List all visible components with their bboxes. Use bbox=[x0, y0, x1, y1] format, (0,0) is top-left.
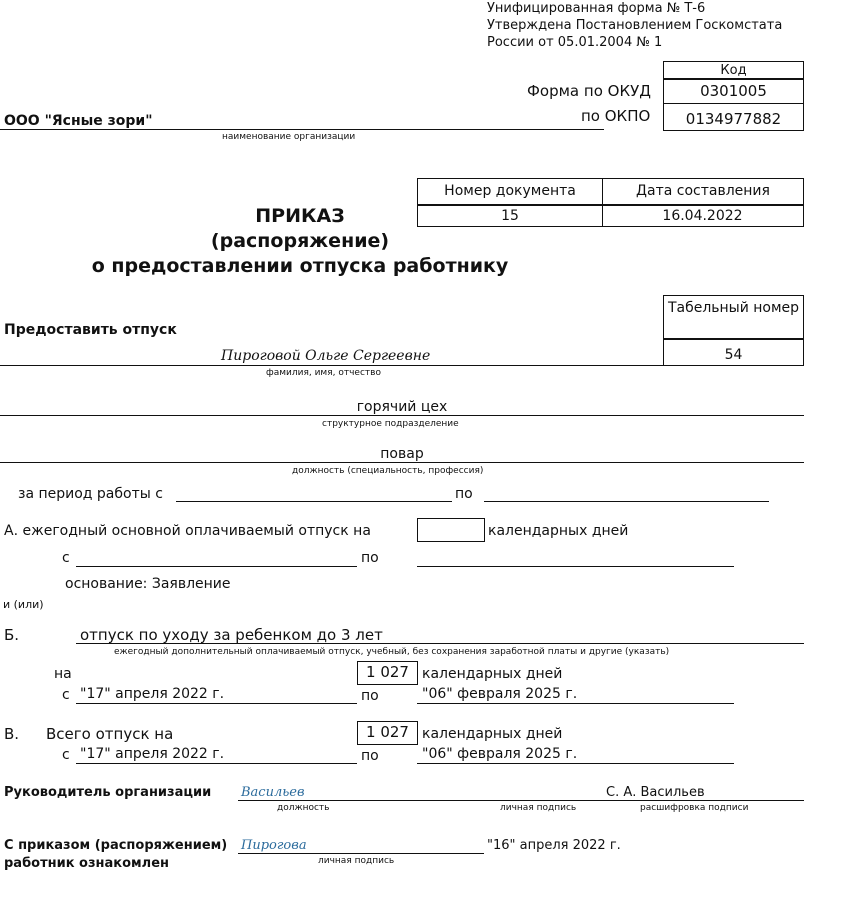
ack-label-line2: работник ознакомлен bbox=[4, 856, 170, 871]
section-b-line bbox=[76, 643, 804, 644]
section-b-on-label: на bbox=[54, 666, 72, 682]
section-v-text: Всего отпуск на bbox=[46, 725, 174, 743]
tab-number-header: Табельный номер bbox=[663, 295, 804, 339]
section-a-text: А. ежегодный основной оплачиваемый отпуск на bbox=[4, 523, 371, 539]
section-b-caption: ежегодный дополнительный оплачиваемый отпуск, учебный, без сохранения заработной платы и другие (указать) bbox=[114, 647, 670, 657]
organization-caption: наименование организации bbox=[222, 132, 356, 142]
section-b-to-line bbox=[417, 703, 734, 704]
okpo-value: 0134977882 bbox=[663, 104, 804, 131]
fio-line bbox=[0, 365, 663, 366]
section-v-to-line bbox=[417, 763, 734, 764]
section-a-to-label: по bbox=[361, 550, 379, 566]
section-b-days: 1 027 bbox=[357, 661, 418, 685]
okpo-label: по ОКПО bbox=[581, 107, 651, 125]
tab-number-value: 54 bbox=[663, 339, 804, 366]
form-header-line2: Утверждена Постановлением Госкомстата bbox=[487, 18, 783, 33]
ack-signature-caption: личная подпись bbox=[318, 856, 395, 866]
section-v-from-value: "17" апреля 2022 г. bbox=[80, 746, 225, 762]
employee-fio: Пироговой Ольге Сергеевне bbox=[221, 348, 431, 364]
period-to-line bbox=[484, 501, 769, 502]
head-line bbox=[238, 800, 804, 801]
department-line bbox=[0, 415, 804, 416]
head-label: Руководитель организации bbox=[4, 785, 212, 800]
section-b-text: отпуск по уходу за ребенком до 3 лет bbox=[80, 626, 383, 644]
section-b-from-line bbox=[76, 703, 357, 704]
section-a-from-line bbox=[76, 566, 357, 567]
head-position-caption: должность bbox=[277, 803, 330, 813]
section-v-to-label: по bbox=[361, 748, 379, 764]
department-value: горячий цех bbox=[356, 399, 448, 415]
department-caption: структурное подразделение bbox=[322, 419, 459, 429]
kod-header: Код bbox=[663, 61, 804, 79]
position-value: повар bbox=[380, 446, 424, 462]
period-label: за период работы с bbox=[18, 486, 163, 502]
head-decoding: С. А. Васильев bbox=[606, 785, 705, 800]
doc-date-header: Дата составления bbox=[602, 178, 804, 205]
okud-label: Форма по ОКУД bbox=[527, 82, 651, 100]
period-from-line bbox=[176, 501, 452, 502]
section-v-days: 1 027 bbox=[357, 721, 418, 745]
section-b-from-value: "17" апреля 2022 г. bbox=[80, 686, 225, 702]
head-decoding-caption: расшифровка подписи bbox=[640, 803, 749, 813]
section-a-days-box bbox=[417, 518, 485, 542]
section-a-to-line bbox=[417, 566, 734, 567]
organization-line bbox=[0, 129, 604, 130]
doc-number-value: 15 bbox=[417, 205, 603, 227]
head-signature-caption: личная подпись bbox=[500, 803, 577, 813]
section-v-from-line bbox=[76, 763, 357, 764]
title-subject: о предоставлении отпуска работнику bbox=[91, 255, 509, 277]
form-header-line3: России от 05.01.2004 № 1 bbox=[487, 35, 663, 50]
ack-label-line1: С приказом (распоряжением) bbox=[4, 838, 228, 853]
section-b-to-value: "06" февраля 2025 г. bbox=[422, 686, 578, 702]
section-b-from-label: с bbox=[62, 687, 70, 703]
form-header-line1: Унифицированная форма № Т-6 bbox=[487, 1, 706, 16]
doc-date-value: 16.04.2022 bbox=[602, 205, 804, 227]
section-b-to-label: по bbox=[361, 688, 379, 704]
okud-value: 0301005 bbox=[663, 79, 804, 104]
ack-date: "16" апреля 2022 г. bbox=[487, 838, 621, 853]
head-position-value: Васильев bbox=[241, 785, 305, 800]
fio-caption: фамилия, имя, отчество bbox=[266, 368, 381, 378]
section-b-letter: Б. bbox=[4, 626, 20, 644]
section-a-days-label: календарных дней bbox=[488, 523, 629, 539]
position-line bbox=[0, 462, 804, 463]
section-a-from-label: с bbox=[62, 550, 70, 566]
section-b-days-label: календарных дней bbox=[422, 666, 563, 682]
section-a-or: и (или) bbox=[3, 598, 44, 611]
ack-signature-line bbox=[238, 853, 484, 854]
section-v-to-value: "06" февраля 2025 г. bbox=[422, 746, 578, 762]
doc-number-header: Номер документа bbox=[417, 178, 603, 205]
position-caption: должность (специальность, профессия) bbox=[292, 466, 484, 476]
title-instruction: (распоряжение) bbox=[210, 230, 390, 252]
section-v-days-label: календарных дней bbox=[422, 726, 563, 742]
grant-leave-label: Предоставить отпуск bbox=[4, 322, 177, 338]
ack-signature: Пирогова bbox=[241, 838, 307, 853]
section-a-basis: основание: Заявление bbox=[65, 576, 231, 592]
section-v-from-label: с bbox=[62, 747, 70, 763]
period-to-label: по bbox=[455, 486, 473, 502]
title-order: ПРИКАЗ bbox=[255, 205, 345, 227]
section-v-letter: В. bbox=[4, 725, 20, 743]
organization-name: ООО "Ясные зори" bbox=[4, 113, 153, 129]
